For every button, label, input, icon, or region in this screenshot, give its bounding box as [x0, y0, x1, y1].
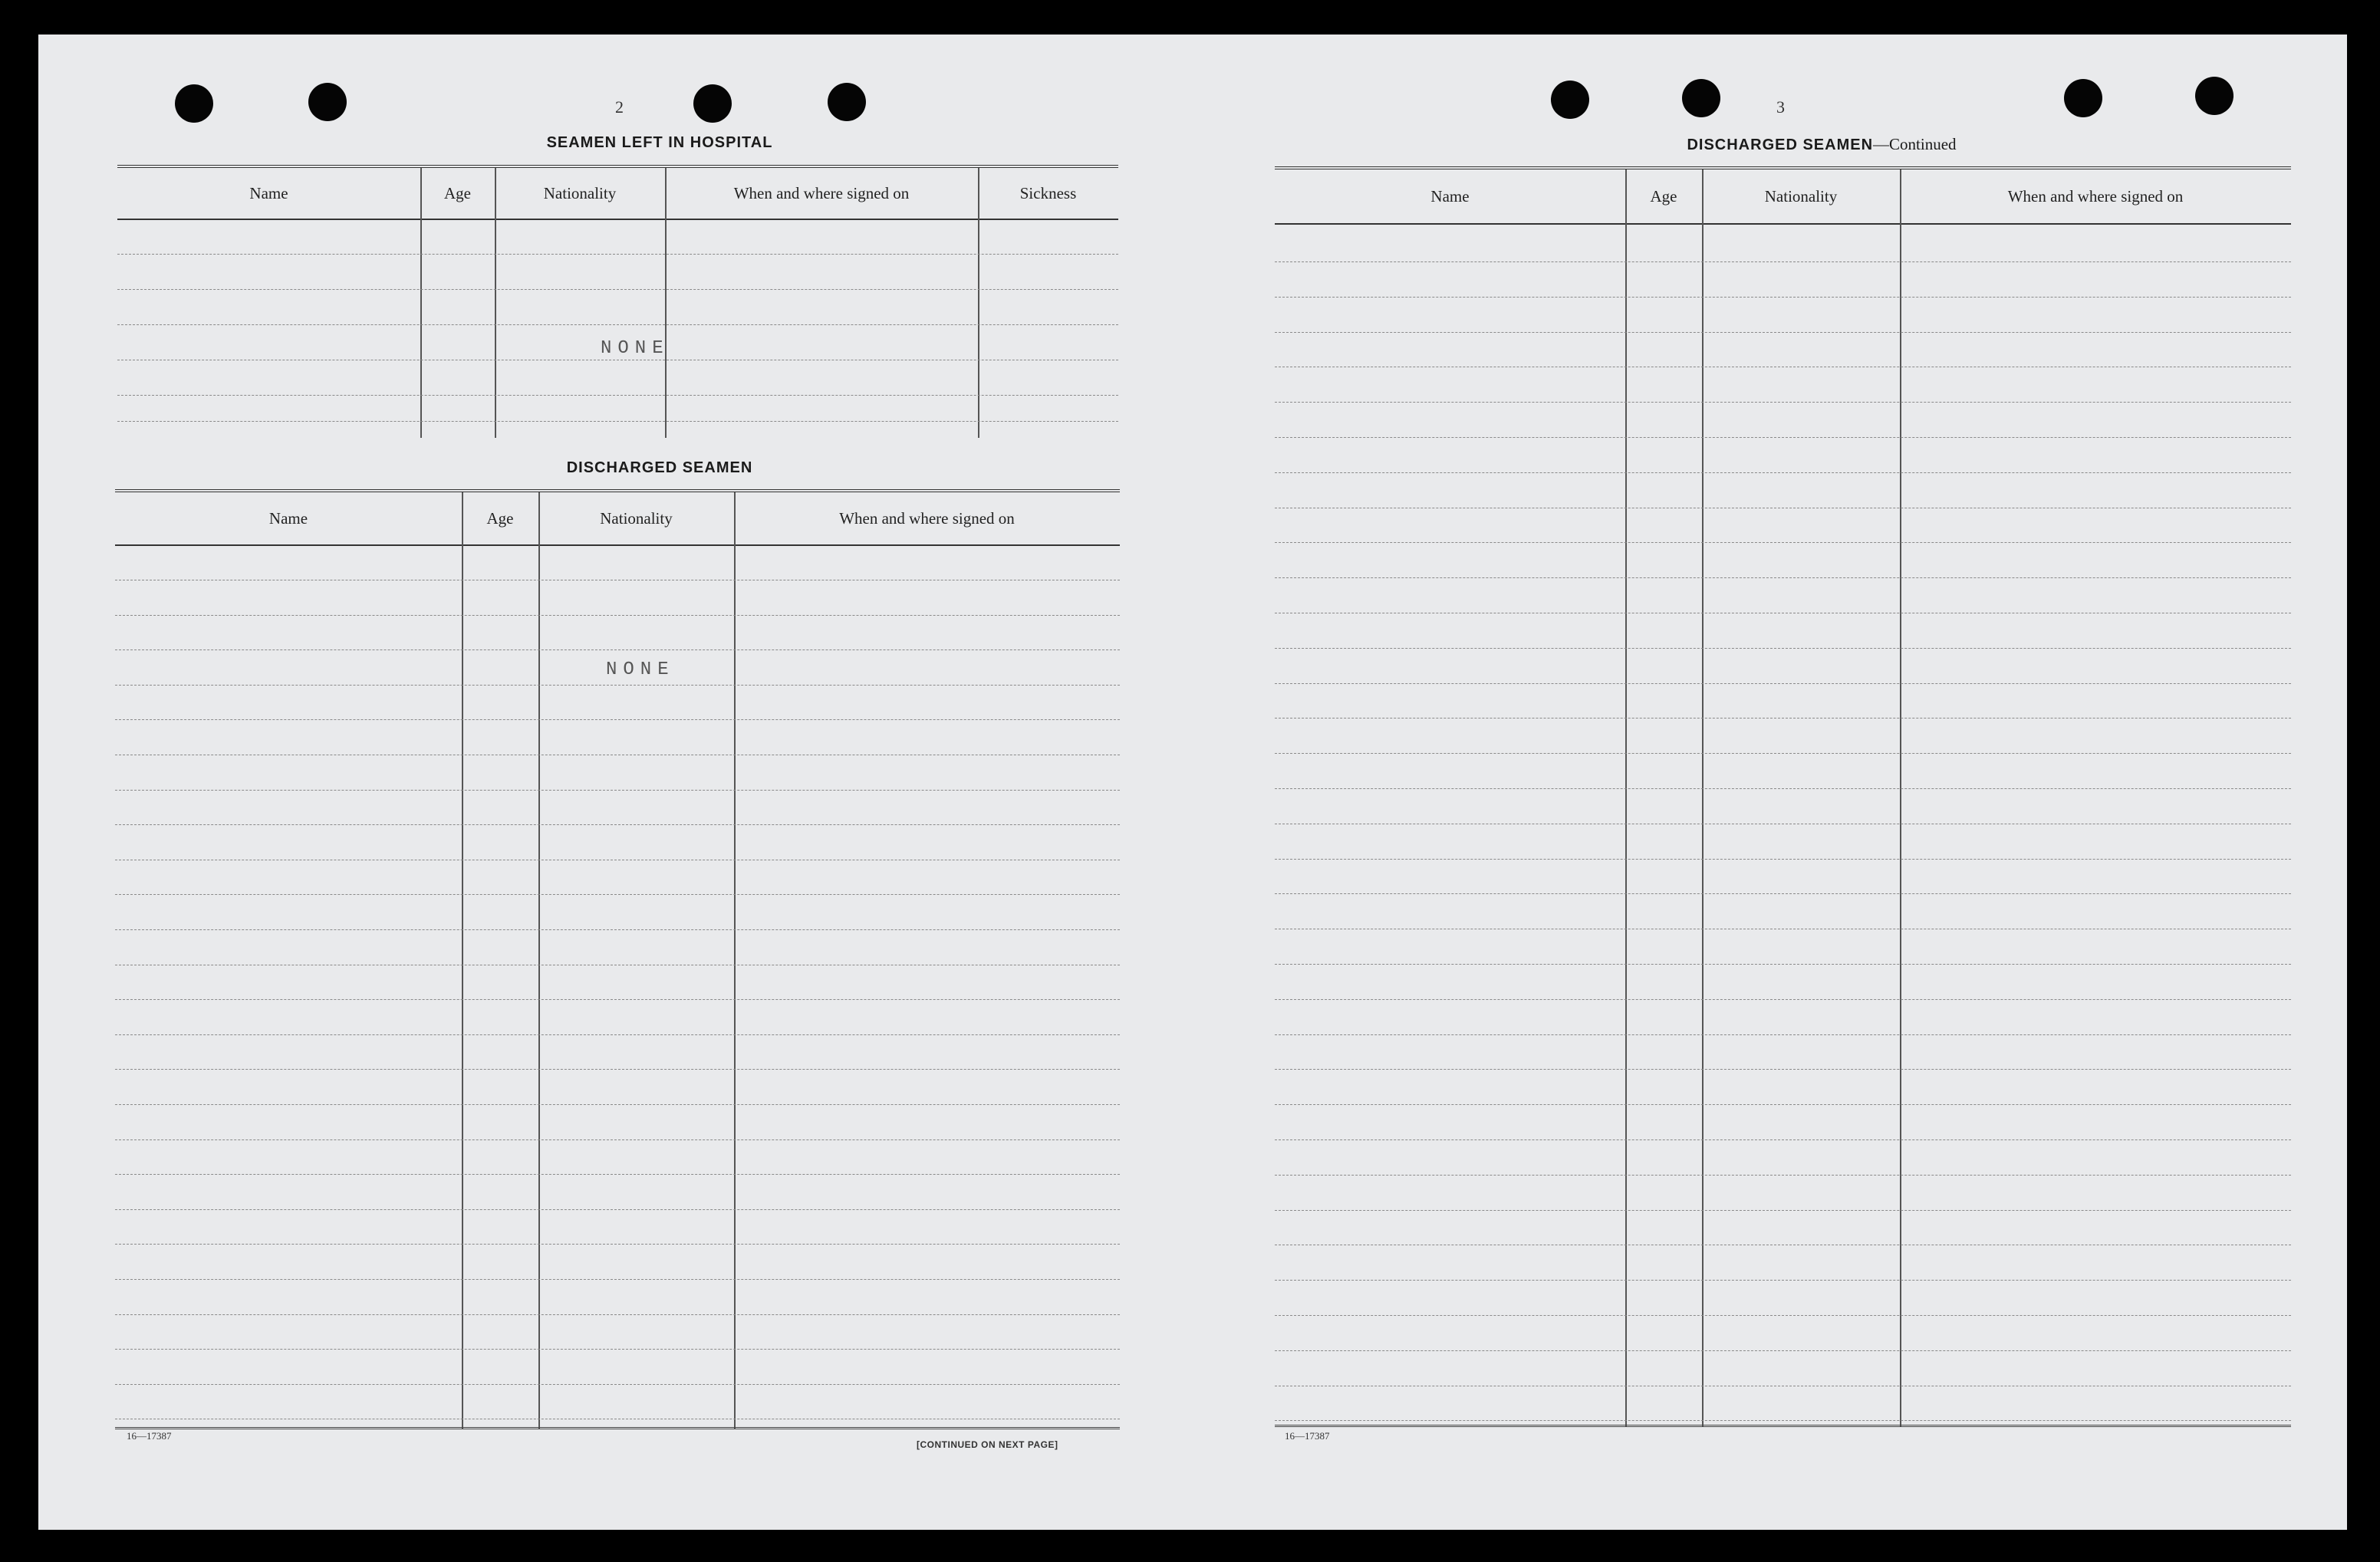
punch-hole — [175, 84, 213, 123]
column-header-age: Age — [486, 508, 514, 528]
row-rule — [115, 790, 1120, 791]
row-rule — [1275, 859, 2291, 860]
table-bottom-rule — [115, 1427, 1120, 1429]
row-rule — [1275, 261, 2291, 262]
row-rule — [1275, 788, 2291, 789]
row-rule — [1275, 718, 2291, 719]
column-header-signed-on: When and where signed on — [839, 508, 1015, 528]
section-title-text: SEAMEN LEFT IN HOSPITAL — [546, 134, 773, 151]
row-rule — [1275, 1034, 2291, 1035]
punch-hole — [2195, 77, 2234, 115]
row-rule — [115, 1104, 1120, 1105]
table-header — [117, 168, 1118, 220]
row-rule — [117, 395, 1118, 396]
row-rule — [1275, 1420, 2291, 1421]
form-number: 16—17387 — [1285, 1430, 1330, 1442]
table-header — [115, 492, 1120, 546]
column-header-signed-on: When and where signed on — [733, 183, 910, 202]
table-bottom-rule — [1275, 1425, 2291, 1427]
row-rule — [1275, 648, 2291, 649]
row-rule — [115, 1349, 1120, 1350]
row-rule — [1275, 683, 2291, 684]
column-header-age: Age — [1650, 186, 1677, 206]
form-number: 16—17387 — [127, 1430, 172, 1442]
column-header-age: Age — [444, 183, 471, 202]
column-divider — [538, 492, 540, 1429]
column-divider — [495, 168, 496, 438]
row-rule — [1275, 297, 2291, 298]
row-rule — [1275, 1139, 2291, 1140]
page-number: 3 — [1776, 97, 1785, 117]
row-rule — [115, 1384, 1120, 1385]
row-rule — [1275, 1210, 2291, 1211]
punch-hole — [2064, 79, 2102, 117]
row-rule — [1275, 542, 2291, 543]
column-header-nationality: Nationality — [600, 508, 673, 528]
row-rule — [117, 289, 1118, 290]
row-rule — [117, 254, 1118, 255]
discharged-table-right — [1275, 166, 2291, 1427]
row-rule — [115, 999, 1120, 1000]
section-title-text: DISCHARGED SEAMEN — [566, 459, 753, 476]
row-rule — [1275, 1350, 2291, 1351]
row-rule — [115, 929, 1120, 930]
row-rule — [115, 719, 1120, 720]
continued-note: [CONTINUED ON NEXT PAGE] — [917, 1439, 1058, 1450]
row-rule — [117, 421, 1118, 422]
row-rule — [115, 1279, 1120, 1280]
punch-hole — [308, 83, 347, 121]
hospital-table — [117, 165, 1118, 438]
punch-hole — [1682, 79, 1720, 117]
row-rule — [115, 1209, 1120, 1210]
column-divider — [420, 168, 422, 438]
column-divider — [462, 492, 463, 1429]
punch-hole — [693, 84, 732, 123]
row-rule — [1275, 1069, 2291, 1070]
section-title-suffix: —Continued — [1873, 135, 1957, 153]
none-stamp: NONE — [606, 659, 675, 680]
column-divider — [665, 168, 667, 438]
row-rule — [115, 1034, 1120, 1035]
row-rule — [1275, 332, 2291, 333]
section-title-hospital — [383, 134, 936, 152]
column-header-name: Name — [268, 508, 308, 528]
row-rule — [1275, 1280, 2291, 1281]
row-rule — [115, 824, 1120, 825]
column-header-nationality: Nationality — [1764, 186, 1838, 206]
row-rule — [1275, 472, 2291, 473]
column-divider — [978, 168, 979, 438]
row-rule — [115, 685, 1120, 686]
row-rule — [117, 324, 1118, 325]
section-title-discharged — [383, 459, 936, 477]
punch-hole — [828, 83, 866, 121]
row-rule — [1275, 1175, 2291, 1176]
scanned-document — [38, 35, 2347, 1530]
column-header-name: Name — [249, 183, 288, 202]
row-rule — [1275, 964, 2291, 965]
row-rule — [115, 615, 1120, 616]
column-divider — [734, 492, 736, 1429]
section-title-text: DISCHARGED SEAMEN — [1687, 136, 1874, 153]
row-rule — [1275, 1315, 2291, 1316]
column-header-signed-on: When and where signed on — [2007, 186, 2184, 206]
discharged-table-left — [115, 489, 1120, 1429]
column-header-name: Name — [1430, 186, 1470, 206]
section-title-discharged-continued — [1534, 135, 2109, 154]
row-rule — [1275, 893, 2291, 894]
column-divider — [1702, 169, 1704, 1427]
row-rule — [115, 1139, 1120, 1140]
punch-hole — [1551, 81, 1589, 119]
row-rule — [1275, 753, 2291, 754]
row-rule — [1275, 999, 2291, 1000]
row-rule — [115, 649, 1120, 650]
row-rule — [115, 1314, 1120, 1315]
row-rule — [1275, 577, 2291, 578]
column-divider — [1900, 169, 1901, 1427]
row-rule — [115, 1174, 1120, 1175]
row-rule — [115, 1244, 1120, 1245]
column-header-sickness: Sickness — [1019, 183, 1077, 202]
column-divider — [1625, 169, 1627, 1427]
none-stamp: NONE — [601, 338, 670, 359]
row-rule — [115, 894, 1120, 895]
row-rule — [1275, 437, 2291, 438]
row-rule — [1275, 402, 2291, 403]
table-header — [1275, 169, 2291, 225]
row-rule — [1275, 1104, 2291, 1105]
column-header-nationality: Nationality — [543, 183, 617, 202]
page-number: 2 — [615, 97, 624, 117]
row-rule — [115, 1069, 1120, 1070]
